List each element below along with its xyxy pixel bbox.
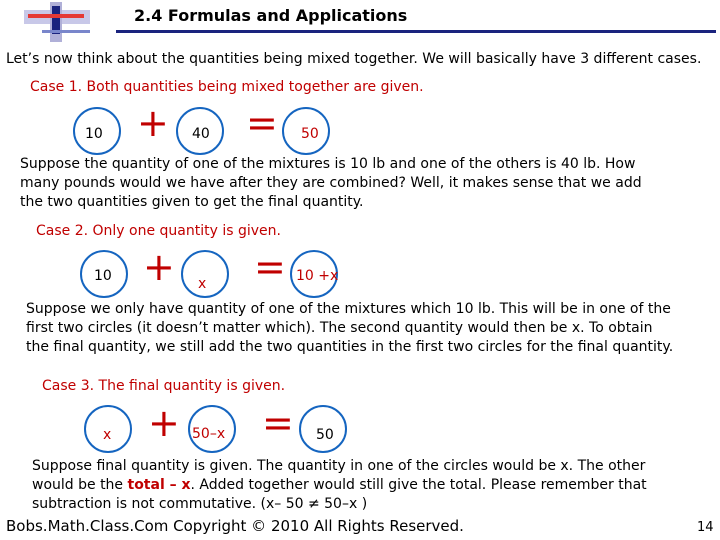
case3-middle-value: 50–x — [192, 426, 226, 442]
case3-total-minus-x: total – x — [127, 477, 191, 493]
case3-heading: Case 3. The final quantity is given. — [42, 378, 286, 394]
case1-middle-value: 40 — [192, 126, 210, 142]
case2-line-3: the final quantity, we still add the two quantities in the first two circles for the final quantity. — [26, 339, 674, 355]
case1-equals: = — [246, 101, 278, 145]
intro-text: Let’s now think about the quantities being mixed together. We will basically have 3 different cases. — [6, 51, 702, 67]
slide-logo-icon — [22, 2, 92, 42]
case3-right-value: 50 — [316, 427, 334, 443]
case2-left-value: 10 — [94, 268, 112, 284]
case1-right-value: 50 — [301, 126, 319, 142]
case3-equals: = — [262, 401, 294, 445]
case1-line-1: Suppose the quantity of one of the mixtures is 10 lb and one of the others is 40 lb. How — [20, 156, 636, 172]
case2-middle-value: x — [198, 276, 207, 292]
case3-line-2 — [32, 476, 647, 495]
case3-line-3: subtraction is not commutative. (x– 50 ≠ 50–x ) — [32, 496, 368, 512]
case2-right-value: 10 +x — [296, 268, 339, 284]
title-underline — [116, 30, 716, 33]
case2-equals: = — [254, 245, 286, 289]
case1-line-3: the two quantities given to get the final quantity. — [20, 194, 364, 210]
case2-plus: + — [143, 245, 175, 289]
case3-plus: + — [148, 401, 180, 445]
footer-copyright: Bobs.Math.Class.Com Copyright © 2010 All Rights Reserved. — [6, 517, 464, 535]
case2-line-2: first two circles (it doesn’t matter which). The second quantity would then be x. To obtain — [26, 320, 653, 336]
case1-plus: + — [137, 101, 169, 145]
page-number: 14 — [697, 520, 714, 535]
case3-left-value: x — [103, 427, 112, 443]
case1-heading: Case 1. Both quantities being mixed together are given. — [30, 79, 424, 95]
page-title: 2.4 Formulas and Applications — [134, 6, 408, 25]
case3-line-2-pre: would be the — [32, 477, 128, 493]
case1-line-2: many pounds would we have after they are combined? Well, it makes sense that we add — [20, 175, 642, 191]
case1-left-value: 10 — [85, 126, 103, 142]
case3-line-2-post: . Added together would still give the total. Please remember that — [190, 477, 647, 493]
case2-line-1: Suppose we only have quantity of one of the mixtures which 10 lb. This will be in one of the — [26, 301, 671, 317]
case2-heading: Case 2. Only one quantity is given. — [36, 223, 281, 239]
case3-line-1: Suppose final quantity is given. The quantity in one of the circles would be x. The other — [32, 458, 646, 474]
